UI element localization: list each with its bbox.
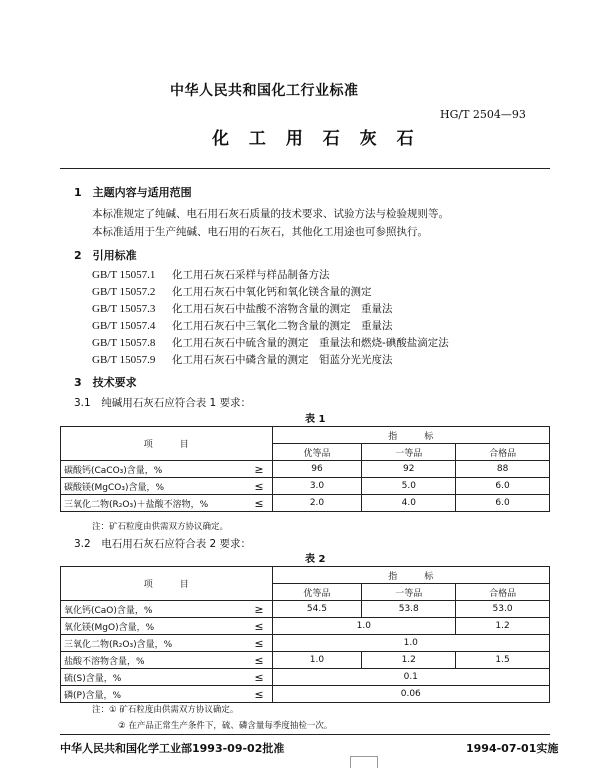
table-row	[61, 669, 550, 686]
table-1-grade-header: 优等品	[272, 444, 362, 461]
cell-value: 4.0	[362, 495, 456, 512]
cell-value: 0.1	[272, 669, 549, 686]
table-2	[60, 566, 550, 703]
table-1-grade-header: 一等品	[362, 444, 456, 461]
reference-title: 化工用石灰石采样与样品制备方法	[172, 269, 330, 281]
issuing-organization: 中华人民共和国化工行业标准	[170, 83, 359, 99]
approval-line: 中华人民共和国化学工业部1993-09-02批准	[60, 742, 285, 755]
table-1	[60, 426, 550, 512]
table-row	[61, 618, 550, 635]
reference-title: 化工用石灰石中氧化钙和氧化镁含量的测定	[172, 286, 372, 298]
cell-value: 6.0	[456, 495, 550, 512]
table-row	[61, 495, 550, 512]
reference-title: 化工用石灰石中盐酸不溶物含量的测定 重量法	[172, 303, 393, 315]
comparison-symbol: ≤	[240, 478, 272, 495]
reference-item	[92, 352, 393, 367]
reference-code: GB/T 15057.1	[92, 269, 156, 281]
cell-value: 53.8	[362, 601, 456, 618]
reference-code: GB/T 15057.4	[92, 320, 156, 332]
document-title: 化 工 用 石 灰 石	[212, 129, 421, 149]
table-row	[61, 635, 550, 652]
table-2-grade-header: 一等品	[362, 584, 456, 601]
cell-value: 2.0	[272, 495, 362, 512]
row-label: 氧化镁(MgO)含量，%	[61, 618, 241, 635]
table-2-grade-header: 优等品	[272, 584, 362, 601]
row-label: 盐酸不溶物含量，%	[61, 652, 241, 669]
footer-divider	[60, 734, 550, 735]
reference-item	[92, 267, 330, 282]
reference-item	[92, 301, 393, 316]
comparison-symbol: ≥	[240, 601, 272, 618]
cell-value: 3.0	[272, 478, 362, 495]
cell-value: 1.5	[456, 652, 550, 669]
section-1-para-2: 本标准适用于生产纯碱、电石用的石灰石，其他化工用途也可参照执行。	[92, 226, 428, 238]
cell-value: 5.0	[362, 478, 456, 495]
table-1-index-header: 指 标	[272, 427, 549, 444]
table-1-grade-header: 合格品	[456, 444, 550, 461]
row-label: 氧化钙(CaO)含量，%	[61, 601, 241, 618]
row-label: 碳酸镁(MgCO₃)含量，%	[61, 478, 241, 495]
reference-title: 化工用石灰石中三氧化二物含量的测定 重量法	[172, 320, 393, 332]
reference-code: GB/T 15057.2	[92, 286, 156, 298]
cell-value: 54.5	[272, 601, 362, 618]
section-3-1-text: 3.1 纯碱用石灰石应符合表 1 要求：	[74, 397, 252, 409]
table-2-grade-header: 合格品	[456, 584, 550, 601]
comparison-symbol: ≤	[240, 686, 272, 703]
table-2-note-1: 注：① 矿石粒度由供需双方协议确定。	[92, 705, 239, 715]
table-row	[61, 461, 550, 478]
section-2-heading: 2 引用标准	[74, 249, 137, 262]
section-1-para-1: 本标准规定了纯碱、电石用石灰石质量的技术要求、试验方法与检验规则等。	[92, 208, 449, 220]
cell-value: 96	[272, 461, 362, 478]
reference-code: GB/T 15057.8	[92, 337, 156, 349]
cell-value: 1.0	[272, 618, 456, 635]
table-1-caption: 表 1	[305, 414, 326, 425]
reference-item	[92, 318, 393, 333]
table-2-caption: 表 2	[305, 554, 326, 565]
cell-value: 6.0	[456, 478, 550, 495]
comparison-symbol: ≤	[240, 618, 272, 635]
table-row	[61, 478, 550, 495]
cell-value: 1.2	[456, 618, 550, 635]
cell-value: 1.0	[272, 652, 362, 669]
table-1-note: 注：矿石粒度由供需双方协议确定。	[92, 522, 229, 532]
header-divider	[60, 168, 550, 169]
reference-title: 化工用石灰石中磷含量的测定 钼蓝分光光度法	[172, 354, 393, 366]
comparison-symbol: ≤	[240, 669, 272, 686]
section-3-2-text: 3.2 电石用石灰石应符合表 2 要求：	[74, 538, 252, 550]
comparison-symbol: ≤	[240, 635, 272, 652]
comparison-symbol: ≤	[240, 652, 272, 669]
reference-item	[92, 335, 449, 350]
table-row	[61, 652, 550, 669]
cell-value: 1.2	[362, 652, 456, 669]
reference-code: GB/T 15057.9	[92, 354, 156, 366]
reference-title: 化工用石灰石中硫含量的测定 重量法和燃烧-碘酸盐滴定法	[172, 337, 449, 349]
table-2-index-header: 指 标	[272, 567, 549, 584]
comparison-symbol: ≥	[240, 461, 272, 478]
row-label: 硫(S)含量，%	[61, 669, 241, 686]
table-row	[61, 686, 550, 703]
effective-date: 1994-07-01实施	[466, 742, 559, 755]
section-1-heading: 1 主题内容与适用范围	[74, 186, 192, 199]
comparison-symbol: ≤	[240, 495, 272, 512]
cell-value: 1.0	[272, 635, 549, 652]
cell-value: 53.0	[456, 601, 550, 618]
cell-value: 0.06	[272, 686, 549, 703]
cell-value: 92	[362, 461, 456, 478]
table-1-item-header: 项 目	[61, 427, 273, 461]
reference-item	[92, 284, 372, 299]
row-label: 三氧化二物(R₂O₃)＋盐酸不溶物，%	[61, 495, 241, 512]
reference-code: GB/T 15057.3	[92, 303, 156, 315]
standard-code: HG/T 2504—93	[440, 108, 526, 121]
cell-value: 88	[456, 461, 550, 478]
section-3-heading: 3 技术要求	[74, 376, 137, 389]
row-label: 磷(P)含量，%	[61, 686, 241, 703]
row-label: 三氧化二物(R₂O₃)含量，%	[61, 635, 241, 652]
page-corner-mark	[350, 756, 378, 768]
table-row	[61, 601, 550, 618]
row-label: 碳酸钙(CaCO₃)含量，%	[61, 461, 241, 478]
table-2-item-header: 项 目	[61, 567, 273, 601]
table-2-note-2: ② 在产品正常生产条件下，硫、磷含量每季度抽检一次。	[118, 721, 333, 731]
